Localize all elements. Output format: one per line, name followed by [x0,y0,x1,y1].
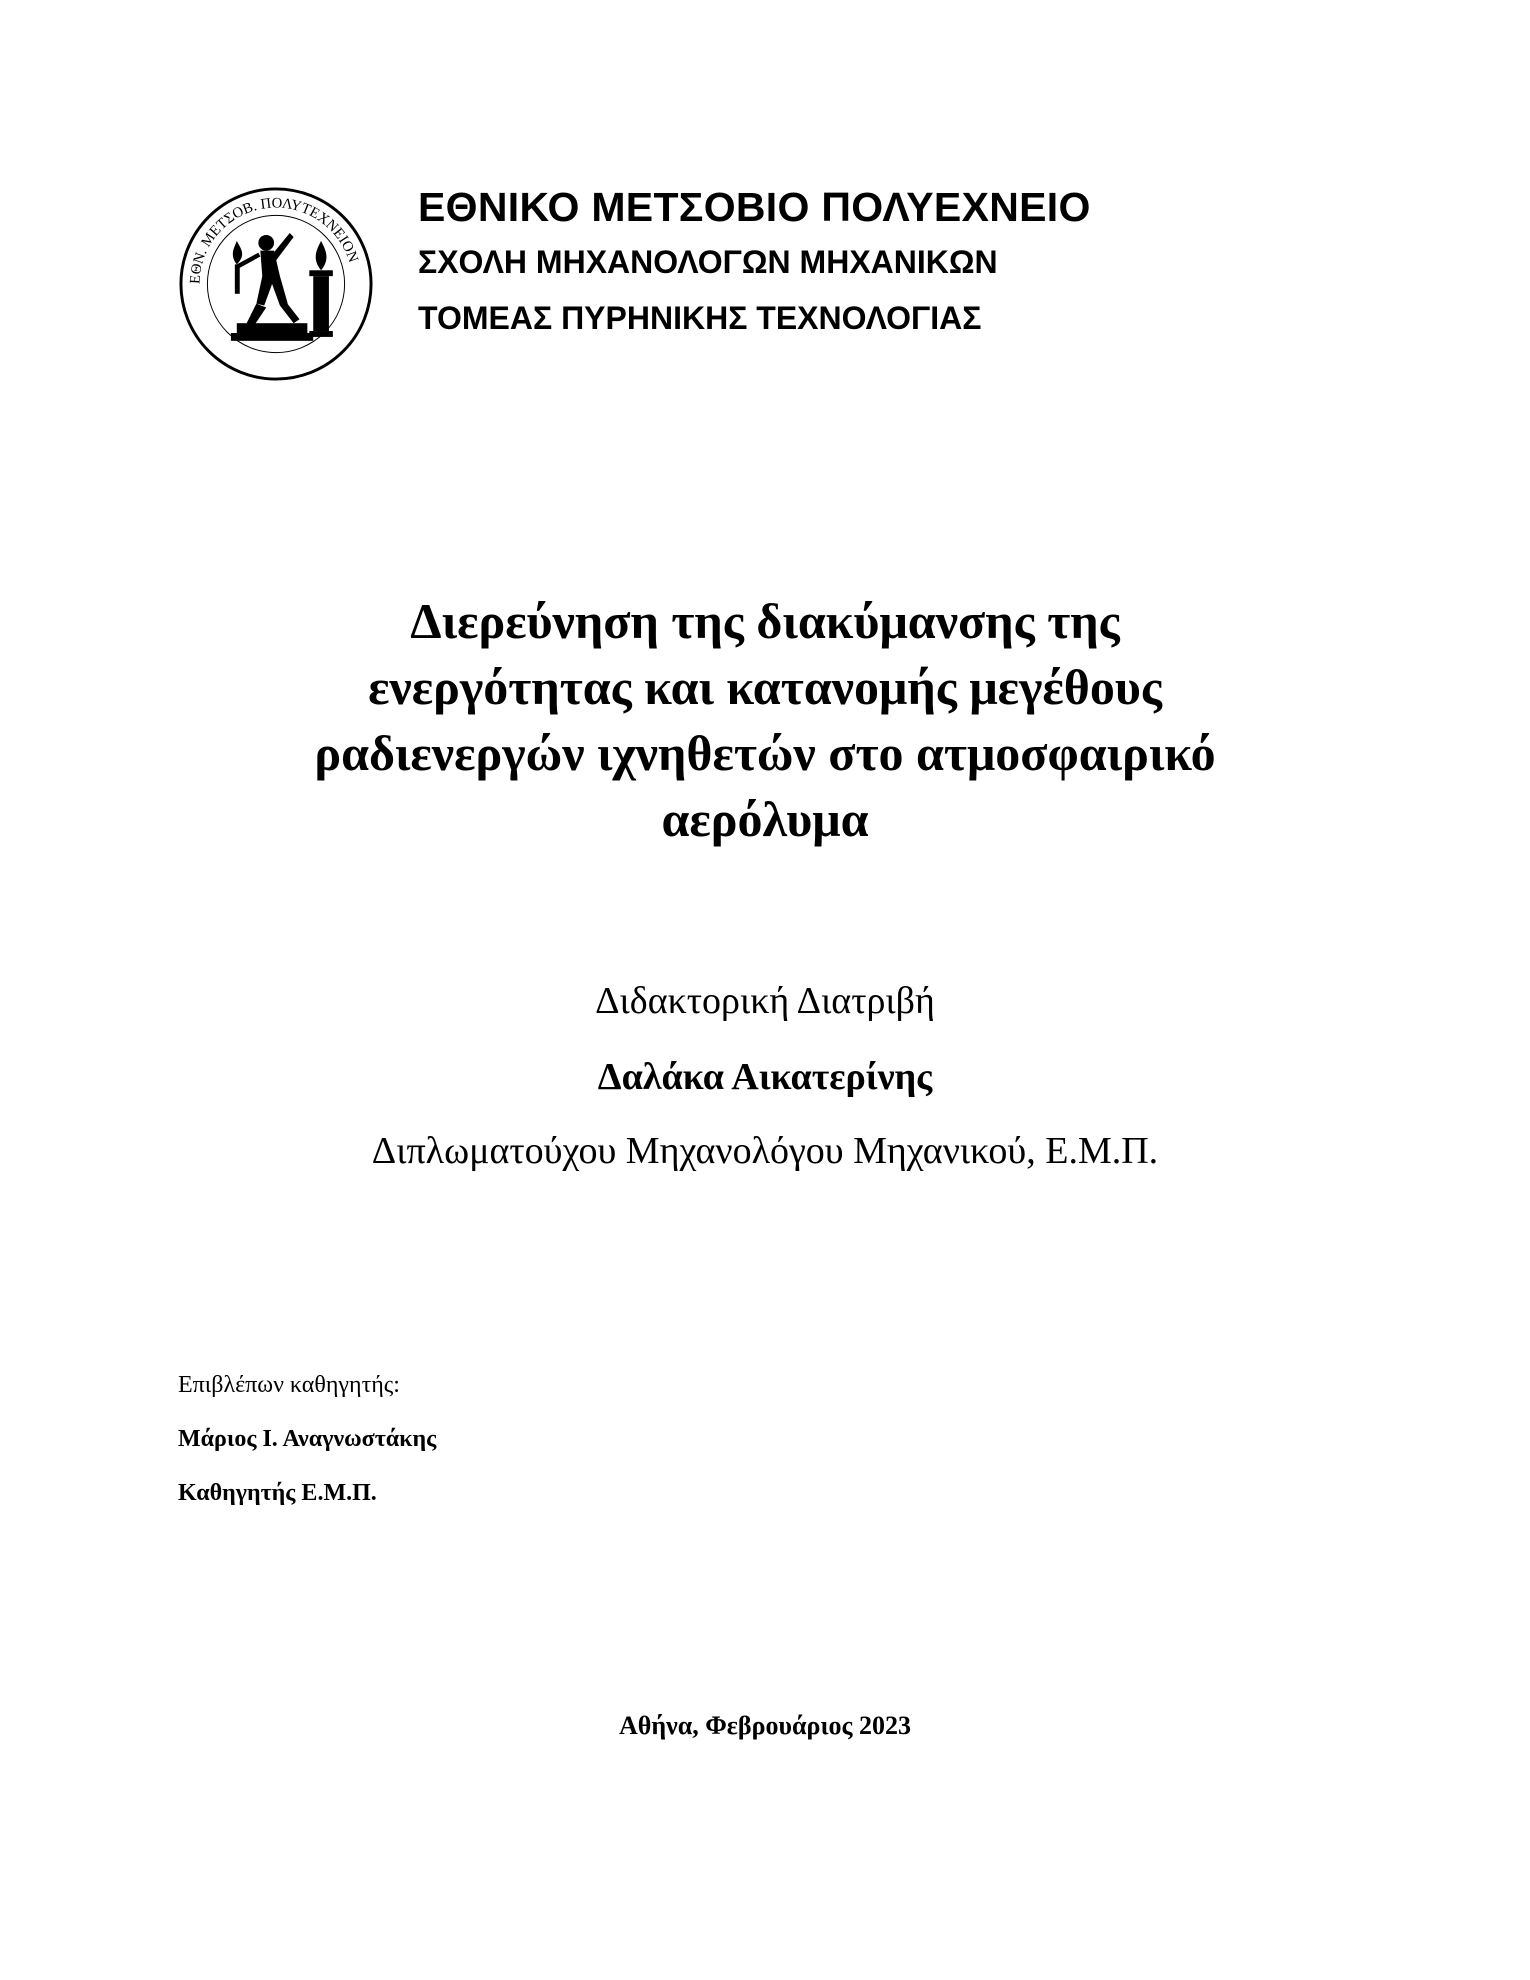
author-degree: Διπλωματούχου Μηχανολόγου Μηχανικού, Ε.Μ.Π. [371,1130,1159,1172]
university-name: ΕΘΝΙΚΟ ΜΕΤΣΟΒΙΟ ΠΟΛΥΕΧΝΕΙΟ [418,184,1091,230]
institution-header [418,182,1091,340]
thesis-title-line: αερόλυμα [661,791,869,847]
supervisor-block [178,1370,436,1508]
place-date: Αθήνα, Φεβρουάριος 2023 [619,1711,911,1740]
thesis-title-line: ενεργότητας και κατανομής μεγέθους [368,659,1162,715]
thesis-title [0,588,1530,852]
supervisor-name: Μάριος Ι. Αναγνωστάκης [178,1426,437,1452]
supervisor-rank: Καθηγητής Ε.Μ.Π. [178,1480,377,1506]
svg-text:ΕΘΝ. ΜΕΤΣΟΒ. ΠΟΛΥΤΕΧΝΕΙΟΝ: ΕΘΝ. ΜΕΤΣΟΒ. ΠΟΛΥΤΕΧΝΕΙΟΝ [187,195,362,285]
thesis-title-line: ραδιενεργών ιχνηθετών στο ατμοσφαιρικό [314,725,1216,781]
thesis-title-line: Διερεύνηση της διακύμανσης της [410,593,1120,649]
school-name: ΣΧΟΛΗ ΜΗΧΑΝΟΛΟΓΩΝ ΜΗΧΑΝΙΚΩΝ [418,244,998,280]
sector-name: ΤΟΜΕΑΣ ΠΥΡΗΝΙΚΗΣ ΤΕΧΝΟΛΟΓΙΑΣ [418,300,982,336]
author-name: Δαλάκα Αικατερίνης [597,1056,933,1098]
supervisor-label: Επιβλέπων καθηγητής: [178,1372,400,1398]
ntua-seal-icon [178,186,374,382]
thesis-type: Διδακτορική Διατριβή [595,980,935,1022]
